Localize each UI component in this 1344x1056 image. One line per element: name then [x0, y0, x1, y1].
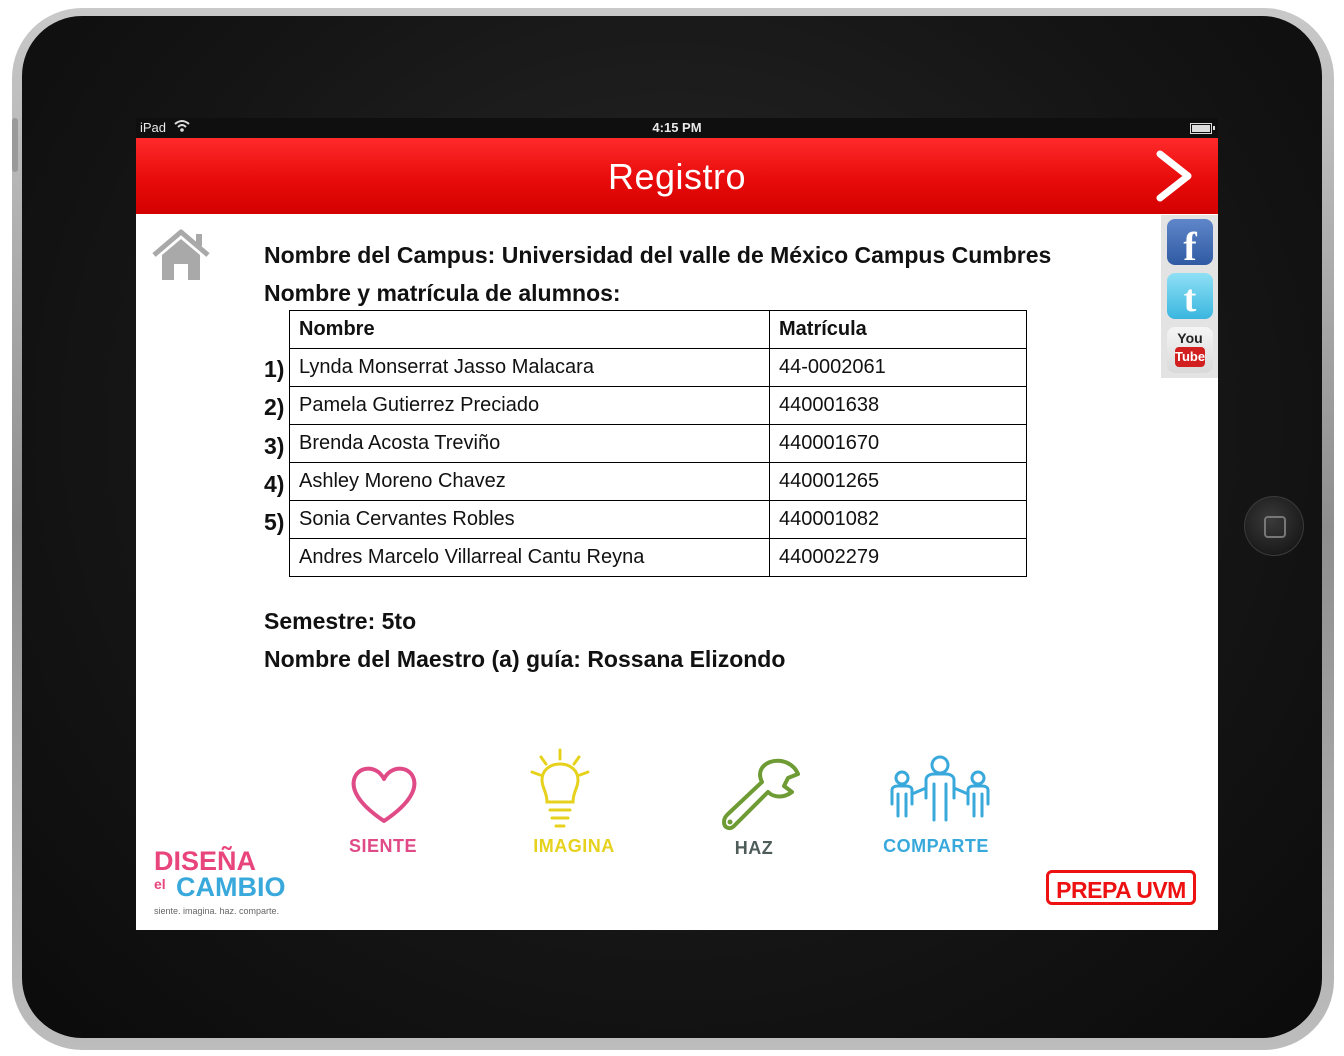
table-row	[290, 349, 1027, 387]
student-id: 440001265	[770, 463, 1027, 501]
side-button	[12, 118, 18, 172]
column-header-name: Nombre	[290, 311, 770, 349]
semester-line: Semestre: 5to	[264, 608, 417, 634]
student-number: 2)	[264, 394, 285, 420]
disena-el-cambio-logo	[154, 846, 294, 918]
clock: 4:15 PM	[652, 120, 702, 135]
student-name: Andres Marcelo Villarreal Cantu Reyna	[290, 539, 770, 577]
youtube-you: You	[1177, 330, 1203, 346]
twitter-glyph: t	[1183, 278, 1197, 320]
teacher-line: Nombre del Maestro (a) guía: Rossana Elizondo	[264, 646, 786, 672]
device-label: iPad	[140, 120, 167, 135]
category-label-imagina[interactable]: IMAGINA	[533, 836, 615, 856]
battery-icon	[1190, 123, 1212, 134]
table-row	[290, 539, 1027, 577]
logo-cambio: CAMBIO	[176, 872, 286, 902]
student-id: 440001638	[770, 387, 1027, 425]
table-row	[290, 501, 1027, 539]
header-bar	[136, 138, 1218, 214]
student-name: Sonia Cervantes Robles	[290, 501, 770, 539]
table-row	[290, 387, 1027, 425]
heart-icon[interactable]	[348, 763, 420, 827]
student-id: 44-0002061	[770, 349, 1027, 387]
category-label-comparte[interactable]: COMPARTE	[883, 836, 989, 856]
lightbulb-icon[interactable]	[528, 748, 592, 836]
wrench-icon[interactable]	[720, 756, 802, 834]
social-sidebar	[1161, 215, 1218, 378]
youtube-icon[interactable]	[1167, 327, 1213, 373]
student-id: 440001082	[770, 501, 1027, 539]
people-icon[interactable]	[888, 754, 992, 832]
logo-tagline: siente. imagina. haz. comparte.	[154, 906, 280, 916]
screen	[136, 118, 1218, 930]
column-header-id: Matrícula	[770, 311, 1027, 349]
table-row	[290, 425, 1027, 463]
student-number: 3)	[264, 433, 285, 459]
campus-line: Nombre del Campus: Universidad del valle de México Campus Cumbres	[264, 242, 1052, 268]
student-id: 440001670	[770, 425, 1027, 463]
status-bar	[136, 118, 1218, 138]
student-number: 1)	[264, 356, 285, 382]
youtube-tube: Tube	[1175, 347, 1205, 367]
hardware-home-button[interactable]	[1244, 496, 1304, 556]
chevron-right-icon[interactable]	[1152, 150, 1196, 202]
student-name: Lynda Monserrat Jasso Malacara	[290, 349, 770, 387]
table-header-row	[290, 311, 1027, 349]
table-row	[290, 463, 1027, 501]
home-square-icon	[1264, 516, 1286, 538]
student-name: Brenda Acosta Treviño	[290, 425, 770, 463]
logo-disena-text: DISEÑA	[154, 846, 257, 876]
logo-el: el	[154, 876, 166, 892]
twitter-icon[interactable]	[1167, 273, 1213, 319]
student-number: 5)	[264, 509, 285, 535]
prepa-uvm-logo: PREPA UVM	[1046, 870, 1196, 905]
student-name: Ashley Moreno Chavez	[290, 463, 770, 501]
student-number: 4)	[264, 471, 285, 497]
student-name: Pamela Gutierrez Preciado	[290, 387, 770, 425]
student-id: 440002279	[770, 539, 1027, 577]
category-label-haz[interactable]: HAZ	[734, 838, 774, 858]
facebook-glyph: f	[1183, 224, 1197, 269]
page-title: Registro	[607, 156, 747, 197]
category-label-siente[interactable]: SIENTE	[348, 836, 417, 856]
students-table	[289, 310, 1027, 577]
students-heading: Nombre y matrícula de alumnos:	[264, 280, 621, 306]
facebook-icon[interactable]	[1167, 219, 1213, 269]
house-icon[interactable]	[150, 228, 212, 282]
